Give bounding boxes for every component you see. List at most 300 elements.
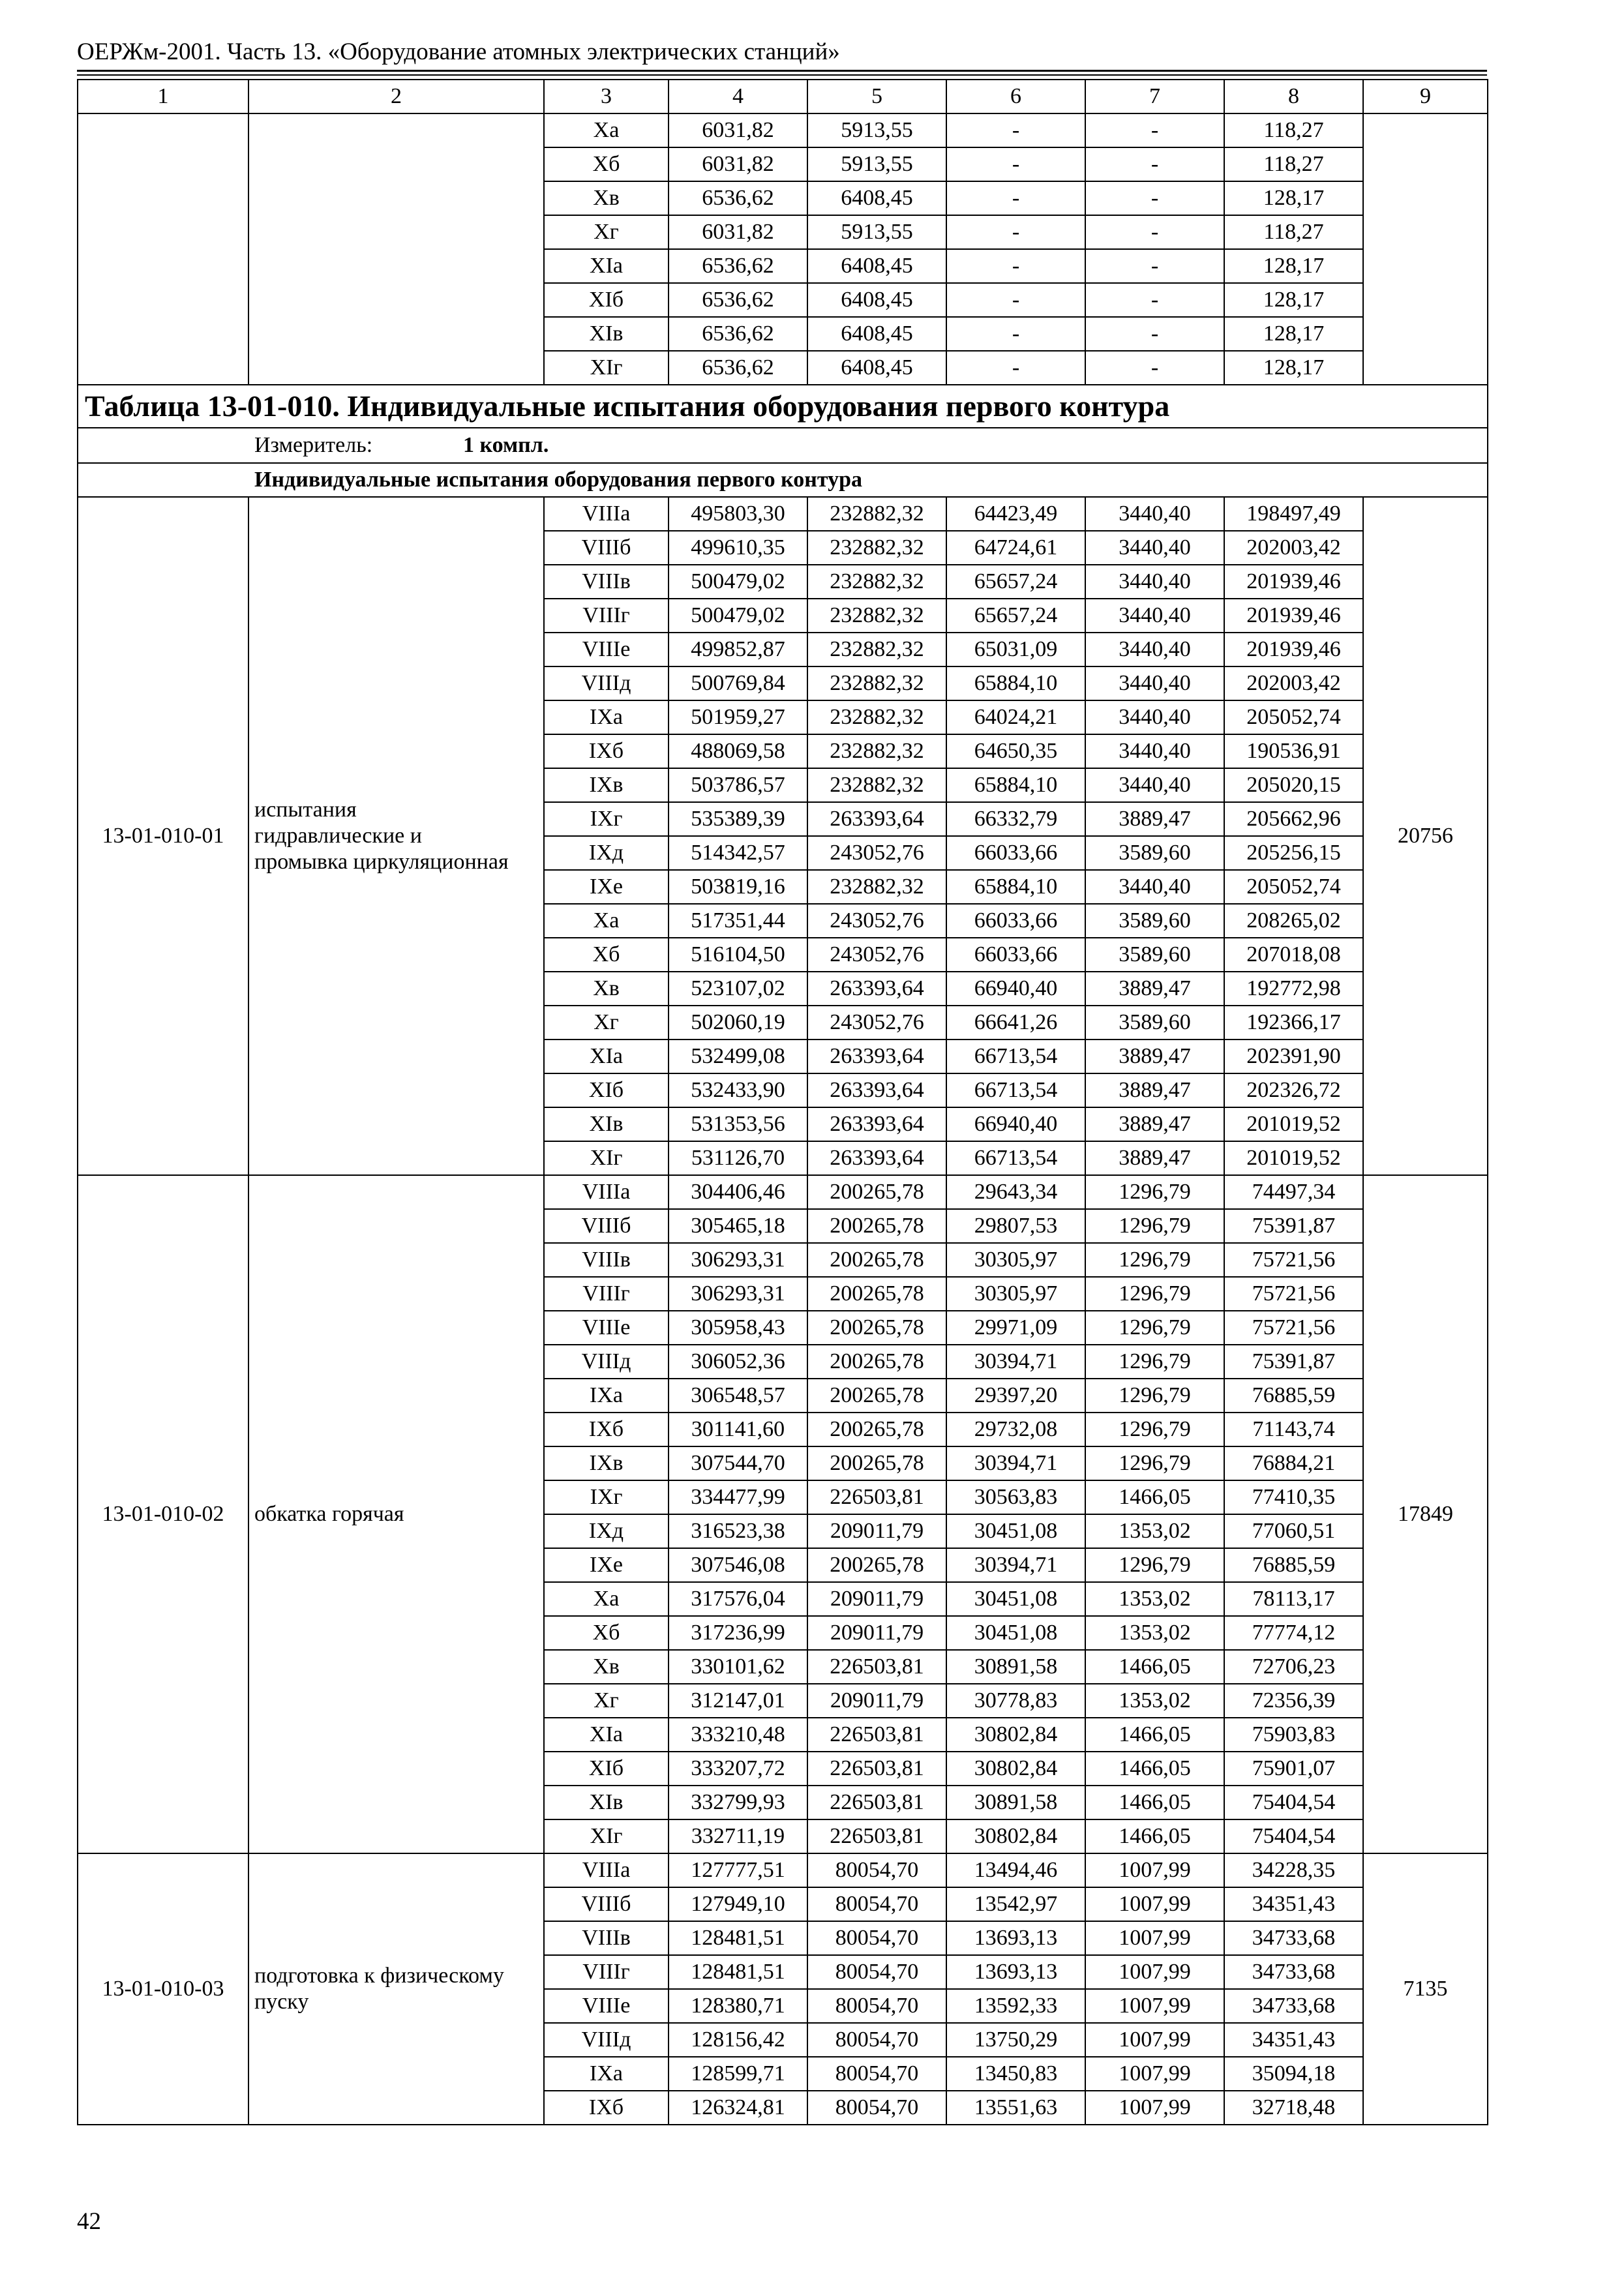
table-cell: 333210,48 — [669, 1718, 807, 1752]
labor-cost: 7135 — [1363, 1853, 1488, 2125]
table-cell: 128,17 — [1224, 283, 1363, 317]
rate-description — [248, 497, 544, 1175]
header-rule — [77, 70, 1487, 72]
table-cell: 488069,58 — [669, 734, 807, 768]
table-cell: - — [1085, 113, 1224, 147]
table-cell: IXд — [544, 1514, 669, 1548]
table-cell: VIIIв — [544, 1921, 669, 1955]
table-cell: 128156,42 — [669, 2023, 807, 2057]
table-cell: 201019,52 — [1224, 1141, 1363, 1175]
table-cell: 1466,05 — [1085, 1786, 1224, 1819]
table-cell: 232882,32 — [807, 734, 946, 768]
table-cell: 34733,68 — [1224, 1989, 1363, 2023]
table-cell: 332799,93 — [669, 1786, 807, 1819]
table-cell: 30305,97 — [946, 1243, 1085, 1277]
table-cell: 6408,45 — [807, 317, 946, 351]
table-cell: 200265,78 — [807, 1413, 946, 1446]
table-cell: 128481,51 — [669, 1955, 807, 1989]
code-cell — [78, 113, 248, 385]
col-number: 5 — [807, 80, 946, 113]
table-cell: 30778,83 — [946, 1684, 1085, 1718]
table-cell: IXд — [544, 836, 669, 870]
table-cell: 66713,54 — [946, 1040, 1085, 1073]
table-cell: 34351,43 — [1224, 2023, 1363, 2057]
table-cell: XIa — [544, 1718, 669, 1752]
table-cell: 66713,54 — [946, 1073, 1085, 1107]
table-cell: 200265,78 — [807, 1311, 946, 1345]
table-cell: 1007,99 — [1085, 1955, 1224, 1989]
table-cell: 80054,70 — [807, 1955, 946, 1989]
table-cell: 232882,32 — [807, 700, 946, 734]
table-cell: IXб — [544, 734, 669, 768]
table-cell: VIIIв — [544, 565, 669, 599]
table-row — [78, 497, 1488, 531]
table-cell: VIIIв — [544, 1243, 669, 1277]
table-cell: 202326,72 — [1224, 1073, 1363, 1107]
table-cell: IXa — [544, 700, 669, 734]
description-line: пуску — [254, 1990, 309, 2014]
table-cell: 202003,42 — [1224, 666, 1363, 700]
table-cell: 3889,47 — [1085, 1107, 1224, 1141]
table-cell: 499610,35 — [669, 531, 807, 565]
table-cell: - — [946, 147, 1085, 181]
table-cell: - — [1085, 181, 1224, 215]
table-cell: IXe — [544, 1548, 669, 1582]
table-cell: 200265,78 — [807, 1345, 946, 1379]
col-number: 6 — [946, 80, 1085, 113]
table-cell: - — [1085, 215, 1224, 249]
table-cell: 532499,08 — [669, 1040, 807, 1073]
description-cell — [248, 113, 544, 385]
table-cell: 75901,07 — [1224, 1752, 1363, 1786]
table-cell: - — [946, 113, 1085, 147]
table-cell: XIг — [544, 1819, 669, 1853]
table-cell: 34733,68 — [1224, 1955, 1363, 1989]
table-cell: 80054,70 — [807, 2023, 946, 2057]
table-cell: 66332,79 — [946, 802, 1085, 836]
table-cell: - — [1085, 249, 1224, 283]
col9-cell — [1363, 113, 1488, 385]
table-cell: XIг — [544, 1141, 669, 1175]
table-cell: 531126,70 — [669, 1141, 807, 1175]
table-cell: 1296,79 — [1085, 1243, 1224, 1277]
table-cell: - — [946, 351, 1085, 385]
table-cell: 1296,79 — [1085, 1446, 1224, 1480]
table-cell: 332711,19 — [669, 1819, 807, 1853]
table-cell: 30802,84 — [946, 1718, 1085, 1752]
table-cell: 29397,20 — [946, 1379, 1085, 1413]
table-cell: 200265,78 — [807, 1379, 946, 1413]
table-cell: 200265,78 — [807, 1175, 946, 1209]
table-cell: 77774,12 — [1224, 1616, 1363, 1650]
table-cell: 3440,40 — [1085, 870, 1224, 904]
table-cell: 201939,46 — [1224, 599, 1363, 633]
table-cell: VIIIe — [544, 1989, 669, 2023]
table-cell: 75391,87 — [1224, 1345, 1363, 1379]
table-cell: 75404,54 — [1224, 1786, 1363, 1819]
table-cell: 226503,81 — [807, 1650, 946, 1684]
table-cell: 32718,48 — [1224, 2091, 1363, 2125]
table-cell: 3440,40 — [1085, 768, 1224, 802]
table-cell: 35094,18 — [1224, 2057, 1363, 2091]
table-cell: VIIIa — [544, 1175, 669, 1209]
table-cell: 6031,82 — [669, 147, 807, 181]
labor-cost: 17849 — [1363, 1175, 1488, 1853]
table-cell: 13693,13 — [946, 1921, 1085, 1955]
table-cell: - — [1085, 283, 1224, 317]
table-cell: 192772,98 — [1224, 972, 1363, 1006]
table-cell: 3440,40 — [1085, 599, 1224, 633]
table-cell: 305958,43 — [669, 1311, 807, 1345]
table-cell: 1007,99 — [1085, 2057, 1224, 2091]
table-cell: 192366,17 — [1224, 1006, 1363, 1040]
table-cell: 66713,54 — [946, 1141, 1085, 1175]
table-cell: 201939,46 — [1224, 633, 1363, 666]
table-cell: - — [1085, 317, 1224, 351]
table-cell: 6536,62 — [669, 181, 807, 215]
table-cell: 13450,83 — [946, 2057, 1085, 2091]
table-cell: 503786,57 — [669, 768, 807, 802]
table-cell: 305465,18 — [669, 1209, 807, 1243]
section-row — [78, 463, 1488, 497]
table-cell: 263393,64 — [807, 1073, 946, 1107]
table-cell: Xг — [544, 1684, 669, 1718]
table-cell: 66641,26 — [946, 1006, 1085, 1040]
table-cell: 205662,96 — [1224, 802, 1363, 836]
table-cell: 209011,79 — [807, 1684, 946, 1718]
table-cell: 30802,84 — [946, 1819, 1085, 1853]
table-cell: VIIIд — [544, 2023, 669, 2057]
table-cell: 66033,66 — [946, 938, 1085, 972]
table-cell: Xa — [544, 904, 669, 938]
table-cell: 128481,51 — [669, 1921, 807, 1955]
table-cell: VIIIб — [544, 531, 669, 565]
table-cell: 75721,56 — [1224, 1243, 1363, 1277]
table-cell: 532433,90 — [669, 1073, 807, 1107]
table-cell: VIIIд — [544, 666, 669, 700]
table-cell: 316523,38 — [669, 1514, 807, 1548]
table-cell: 232882,32 — [807, 565, 946, 599]
table-cell: 65884,10 — [946, 666, 1085, 700]
table-cell: 232882,32 — [807, 666, 946, 700]
meter-label: Измеритель: — [254, 433, 373, 457]
table-cell: IXa — [544, 2057, 669, 2091]
table-cell: 502060,19 — [669, 1006, 807, 1040]
table-cell: VIIIб — [544, 1887, 669, 1921]
table-cell: 30394,71 — [946, 1446, 1085, 1480]
table-cell: 80054,70 — [807, 2091, 946, 2125]
table-cell: 232882,32 — [807, 870, 946, 904]
table-cell: 205052,74 — [1224, 870, 1363, 904]
table-cell: 5913,55 — [807, 215, 946, 249]
table-cell: 208265,02 — [1224, 904, 1363, 938]
table-cell: 30891,58 — [946, 1786, 1085, 1819]
table-cell: 5913,55 — [807, 113, 946, 147]
table-cell: 75721,56 — [1224, 1277, 1363, 1311]
table-cell: 1466,05 — [1085, 1718, 1224, 1752]
table-cell: IXв — [544, 1446, 669, 1480]
table-cell: 30891,58 — [946, 1650, 1085, 1684]
table-cell: 501959,27 — [669, 700, 807, 734]
table-cell: 1466,05 — [1085, 1480, 1224, 1514]
table-cell: Xб — [544, 938, 669, 972]
table-cell: 64024,21 — [946, 700, 1085, 734]
table-cell: 65031,09 — [946, 633, 1085, 666]
table-cell: 200265,78 — [807, 1243, 946, 1277]
table-cell: 226503,81 — [807, 1480, 946, 1514]
table-cell: 207018,08 — [1224, 938, 1363, 972]
table-cell: VIIIб — [544, 1209, 669, 1243]
table-cell: 263393,64 — [807, 1107, 946, 1141]
table-cell: 80054,70 — [807, 1853, 946, 1887]
table-cell: 209011,79 — [807, 1582, 946, 1616]
table-cell: IXв — [544, 768, 669, 802]
table-cell: 3440,40 — [1085, 633, 1224, 666]
table-cell: 72706,23 — [1224, 1650, 1363, 1684]
description-line: гидравлические и — [254, 824, 422, 848]
table-cell: 516104,50 — [669, 938, 807, 972]
rate-description — [248, 1175, 544, 1853]
table-cell: 1296,79 — [1085, 1345, 1224, 1379]
table-cell: 500479,02 — [669, 599, 807, 633]
table-cell: XIб — [544, 1752, 669, 1786]
table-cell: 6408,45 — [807, 249, 946, 283]
table-cell: 499852,87 — [669, 633, 807, 666]
table-cell: 29732,08 — [946, 1413, 1085, 1446]
table-cell: 317236,99 — [669, 1616, 807, 1650]
table-cell: XIa — [544, 1040, 669, 1073]
table-cell: 65884,10 — [946, 870, 1085, 904]
table-cell: 232882,32 — [807, 497, 946, 531]
table-cell: 76885,59 — [1224, 1379, 1363, 1413]
table-cell: 3440,40 — [1085, 734, 1224, 768]
table-cell: VIIIe — [544, 1311, 669, 1345]
table-cell: 1296,79 — [1085, 1379, 1224, 1413]
rate-code: 13-01-010-03 — [78, 1853, 248, 2125]
table-cell: 64650,35 — [946, 734, 1085, 768]
table-cell: 30305,97 — [946, 1277, 1085, 1311]
table-cell: VIIIe — [544, 633, 669, 666]
table-cell: 3889,47 — [1085, 1040, 1224, 1073]
table-cell: 128380,71 — [669, 1989, 807, 2023]
table-cell: 1296,79 — [1085, 1277, 1224, 1311]
table-cell: 13551,63 — [946, 2091, 1085, 2125]
table-cell: 13494,46 — [946, 1853, 1085, 1887]
table-cell: 198497,49 — [1224, 497, 1363, 531]
table-cell: 304406,46 — [669, 1175, 807, 1209]
rate-code: 13-01-010-02 — [78, 1175, 248, 1853]
table-cell: XIб — [544, 1073, 669, 1107]
table-cell: 66940,40 — [946, 1107, 1085, 1141]
table-cell: 65657,24 — [946, 565, 1085, 599]
table-cell: 200265,78 — [807, 1446, 946, 1480]
table-cell: 1353,02 — [1085, 1616, 1224, 1650]
table-cell: 330101,62 — [669, 1650, 807, 1684]
table-cell: 307544,70 — [669, 1446, 807, 1480]
table-cell: 6408,45 — [807, 283, 946, 317]
table-cell: 34228,35 — [1224, 1853, 1363, 1887]
table-cell: 1296,79 — [1085, 1548, 1224, 1582]
table-cell: 1296,79 — [1085, 1413, 1224, 1446]
table-cell: 66033,66 — [946, 904, 1085, 938]
table-cell: 334477,99 — [669, 1480, 807, 1514]
description-line: обкатка горячая — [254, 1502, 404, 1526]
description-line: промывка циркуляционная — [254, 850, 509, 874]
table-cell: 77410,35 — [1224, 1480, 1363, 1514]
table-cell: - — [946, 283, 1085, 317]
table-cell: 1007,99 — [1085, 2023, 1224, 2057]
table-cell: 3589,60 — [1085, 938, 1224, 972]
table-cell: 77060,51 — [1224, 1514, 1363, 1548]
table-cell: 128599,71 — [669, 2057, 807, 2091]
table-cell: 128,17 — [1224, 351, 1363, 385]
col-number: 4 — [669, 80, 807, 113]
table-cell: 13592,33 — [946, 1989, 1085, 2023]
table-cell: 226503,81 — [807, 1786, 946, 1819]
table-cell: - — [946, 215, 1085, 249]
table-cell: 1353,02 — [1085, 1684, 1224, 1718]
table-cell: Xв — [544, 181, 669, 215]
table-cell: VIIIг — [544, 1955, 669, 1989]
table-cell: 200265,78 — [807, 1209, 946, 1243]
table-cell: 3889,47 — [1085, 972, 1224, 1006]
table-cell: 535389,39 — [669, 802, 807, 836]
section-title: Индивидуальные испытания оборудования первого контура — [78, 463, 1488, 497]
table-cell: 13750,29 — [946, 2023, 1085, 2057]
table-cell: IXe — [544, 870, 669, 904]
table-cell: 232882,32 — [807, 531, 946, 565]
table-cell: 118,27 — [1224, 215, 1363, 249]
table-cell: 243052,76 — [807, 904, 946, 938]
table-cell: Xa — [544, 113, 669, 147]
table-cell: 1007,99 — [1085, 2091, 1224, 2125]
header-rule-thin — [77, 74, 1487, 76]
col-number: 3 — [544, 80, 669, 113]
table-cell: 301141,60 — [669, 1413, 807, 1446]
table-cell: XIв — [544, 1107, 669, 1141]
table-cell: 306293,31 — [669, 1277, 807, 1311]
table-cell: 226503,81 — [807, 1819, 946, 1853]
table-cell: 263393,64 — [807, 972, 946, 1006]
table-row — [78, 1853, 1488, 1887]
table-cell: - — [1085, 351, 1224, 385]
table-cell: 1007,99 — [1085, 1853, 1224, 1887]
table-cell: 30802,84 — [946, 1752, 1085, 1786]
table-cell: 306052,36 — [669, 1345, 807, 1379]
table-cell: 1007,99 — [1085, 1989, 1224, 2023]
table-cell: 30451,08 — [946, 1616, 1085, 1650]
table-cell: 3440,40 — [1085, 700, 1224, 734]
table-cell: 209011,79 — [807, 1514, 946, 1548]
table-row — [78, 113, 1488, 147]
table-cell: 1466,05 — [1085, 1819, 1224, 1853]
table-cell: 202391,90 — [1224, 1040, 1363, 1073]
table-cell: 65884,10 — [946, 768, 1085, 802]
table-cell: 13693,13 — [946, 1955, 1085, 1989]
col-number: 2 — [248, 80, 544, 113]
table-cell: XIв — [544, 1786, 669, 1819]
labor-cost: 20756 — [1363, 497, 1488, 1175]
table-cell: 201939,46 — [1224, 565, 1363, 599]
meter-unit: 1 компл. — [463, 433, 549, 457]
table-cell: XIa — [544, 249, 669, 283]
table-cell: 6536,62 — [669, 317, 807, 351]
table-cell: XIб — [544, 283, 669, 317]
table-cell: 243052,76 — [807, 938, 946, 972]
table-cell: VIIIa — [544, 1853, 669, 1887]
col-number: 9 — [1363, 80, 1488, 113]
table-cell: 232882,32 — [807, 599, 946, 633]
table-cell: 263393,64 — [807, 1040, 946, 1073]
table-cell: 75391,87 — [1224, 1209, 1363, 1243]
table-cell: 200265,78 — [807, 1548, 946, 1582]
description-line: подготовка к физическому — [254, 1964, 504, 1988]
table-cell: 75404,54 — [1224, 1819, 1363, 1853]
table-cell: 514342,57 — [669, 836, 807, 870]
table-cell: 65657,24 — [946, 599, 1085, 633]
table-cell: 78113,17 — [1224, 1582, 1363, 1616]
table-cell: 263393,64 — [807, 802, 946, 836]
table-cell: 29807,53 — [946, 1209, 1085, 1243]
table-cell: Xв — [544, 1650, 669, 1684]
table-cell: 80054,70 — [807, 1887, 946, 1921]
table-cell: Xб — [544, 147, 669, 181]
table-cell: 1466,05 — [1085, 1650, 1224, 1684]
table-cell: 6408,45 — [807, 351, 946, 385]
table-cell: 312147,01 — [669, 1684, 807, 1718]
table-cell: 500479,02 — [669, 565, 807, 599]
table-cell: 1353,02 — [1085, 1582, 1224, 1616]
meter-row — [78, 428, 1488, 463]
table-cell: 200265,78 — [807, 1277, 946, 1311]
table-cell: 232882,32 — [807, 633, 946, 666]
running-header: ОЕРЖм-2001. Часть 13. «Оборудование атомных электрических станций» — [77, 38, 840, 65]
table-cell: IXг — [544, 802, 669, 836]
table-cell: 226503,81 — [807, 1752, 946, 1786]
table-cell: 205256,15 — [1224, 836, 1363, 870]
table-cell: 531353,56 — [669, 1107, 807, 1141]
table-cell: 3889,47 — [1085, 1141, 1224, 1175]
table-cell: 30451,08 — [946, 1514, 1085, 1548]
table-cell: VIIIд — [544, 1345, 669, 1379]
table-cell: 75721,56 — [1224, 1311, 1363, 1345]
table-cell: 72356,39 — [1224, 1684, 1363, 1718]
table-cell: 1296,79 — [1085, 1311, 1224, 1345]
col-number: 7 — [1085, 80, 1224, 113]
table-cell: - — [1085, 147, 1224, 181]
table-cell: 6031,82 — [669, 113, 807, 147]
table-cell: 126324,81 — [669, 2091, 807, 2125]
table-cell: 76884,21 — [1224, 1446, 1363, 1480]
rate-code: 13-01-010-01 — [78, 497, 248, 1175]
table-cell: Xв — [544, 972, 669, 1006]
table-cell: VIIIг — [544, 599, 669, 633]
table-cell: 30563,83 — [946, 1480, 1085, 1514]
table-cell: 71143,74 — [1224, 1413, 1363, 1446]
table-cell: 306548,57 — [669, 1379, 807, 1413]
table-cell: 500769,84 — [669, 666, 807, 700]
table-cell: 243052,76 — [807, 836, 946, 870]
table-cell: 34351,43 — [1224, 1887, 1363, 1921]
page-number: 42 — [77, 2208, 101, 2235]
table-cell: Xг — [544, 215, 669, 249]
table-cell: 74497,34 — [1224, 1175, 1363, 1209]
table-cell: 127777,51 — [669, 1853, 807, 1887]
table-cell: 66033,66 — [946, 836, 1085, 870]
table-cell: 13542,97 — [946, 1887, 1085, 1921]
table-cell: 3589,60 — [1085, 904, 1224, 938]
rates-table — [77, 79, 1488, 2125]
